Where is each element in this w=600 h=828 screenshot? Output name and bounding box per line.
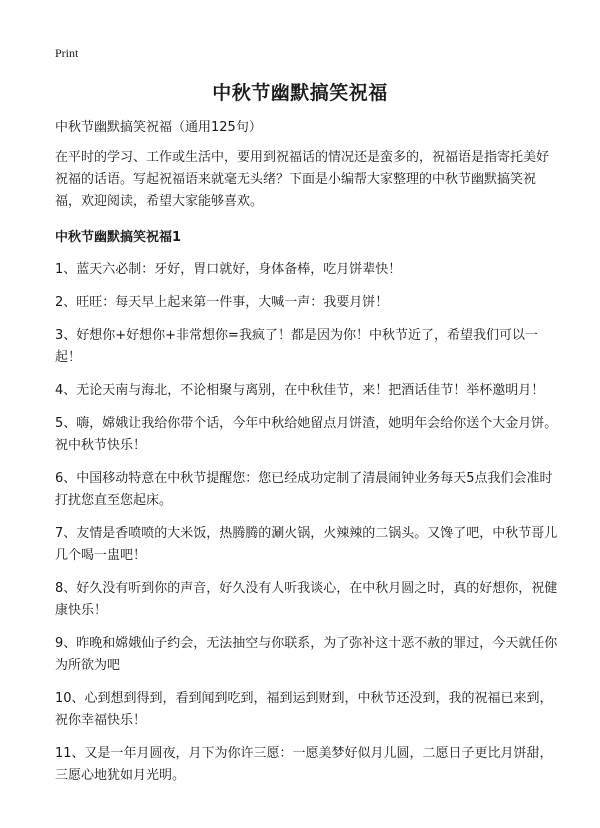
- page-title: 中秋节幽默搞笑祝福: [212, 82, 388, 104]
- article-subtitle: 中秋节幽默搞笑祝福（通用125句）: [55, 120, 262, 135]
- list-item: 4、无论天南与海北，不论相聚与离别，在中秋佳节，来！把酒话佳节！举杯邀明月！: [55, 383, 545, 398]
- print-link[interactable]: Print: [55, 46, 79, 60]
- list-item: 9、昨晚和嫦娥仙子约会，无法抽空与你联系，为了弥补这十恶不赦的罪过，今天就任你为所欲为吧: [55, 636, 558, 673]
- list-item: 10、心到想到得到，看到闻到吃到，福到运到财到，中秋节还没到，我的祝福已来到，祝你幸福快乐！: [55, 691, 553, 728]
- list-item: 3、好想你+好想你+非常想你=我疯了！都是因为你！中秋节近了，希望我们可以一起！: [55, 328, 538, 365]
- list-item: 8、好久没有听到你的声音，好久没有人听我谈心，在中秋月圆之时，真的好想你，祝健康快乐！: [55, 581, 558, 618]
- list-item: 11、又是一年月圆夜，月下为你许三愿：一愿美梦好似月儿圆，二愿日子更比月饼甜，三愿心地犹如月光明。: [55, 746, 553, 783]
- list-item: 2、旺旺：每天早上起来第一件事，大喊一声：我要月饼！: [55, 295, 389, 310]
- intro-paragraph: 在平时的学习、工作或生活中，要用到祝福话的情况还是蛮多的，祝福语是指寄托美好祝福的话语。写起祝福语来就毫无头绪？下面是小编帮大家整理的中秋节幽默搞笑祝福，欢迎阅读，希望大家能够喜欢。: [55, 150, 550, 209]
- list-item: 6、中国移动特意在中秋节提醒您：您已经成功定制了清晨闹钟业务每天5点我们会准时打扰您直至您起床。: [55, 471, 553, 508]
- section-heading: 中秋节幽默搞笑祝福1: [55, 230, 182, 245]
- list-item: 5、嗨，嫦娥让我给你带个话，今年中秋给她留点月饼渣，她明年会给你送个大金月饼。祝中秋节快乐！: [55, 416, 558, 453]
- list-item: 1、蓝天六必制：牙好，胃口就好，身体备棒，吃月饼辈快！: [55, 262, 402, 277]
- list-item: 7、友情是香喷喷的大米饭，热腾腾的涮火锅，火辣辣的二锅头。又馋了吧，中秋节哥儿几个喝一盅吧！: [55, 526, 558, 563]
- article-body: [55, 117, 560, 798]
